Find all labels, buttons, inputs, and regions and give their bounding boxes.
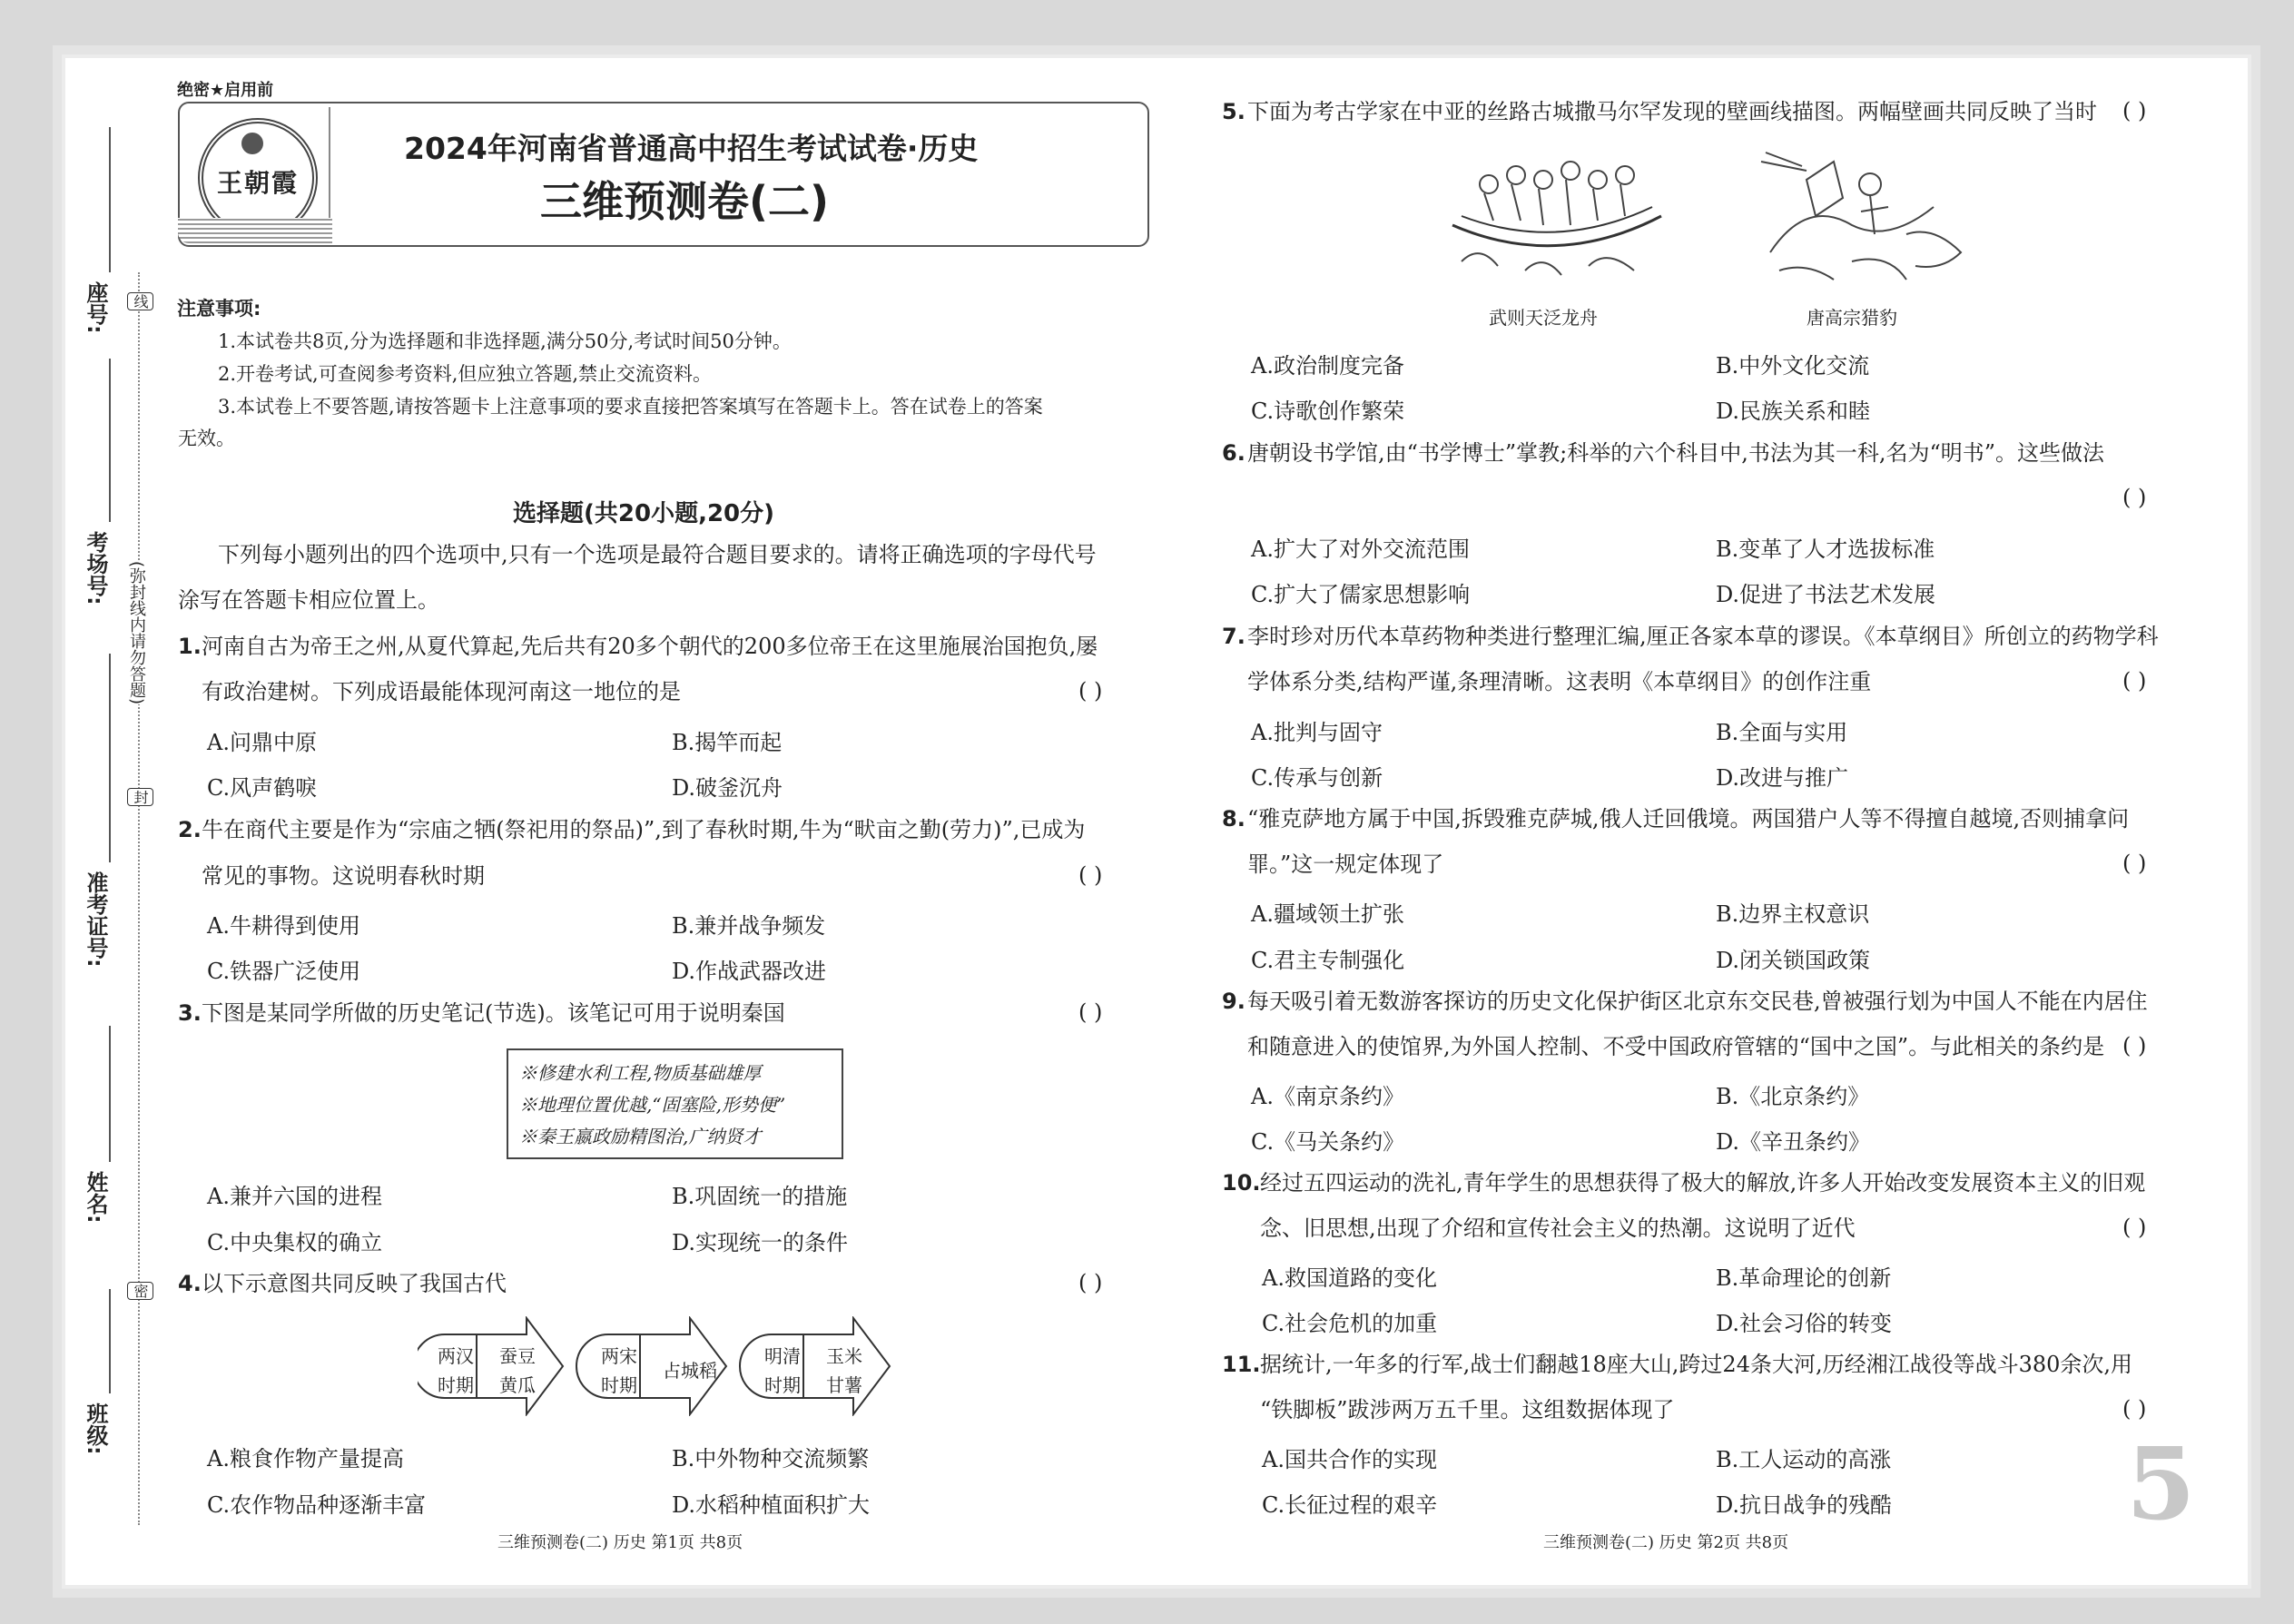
seal-warning: (弥封线内请勿答题) bbox=[124, 561, 148, 704]
q5-stem-1: 下面为考古学家在中亚的丝路古城撒马尔罕发现的壁画线描图。两幅壁画共同反映了当时 bbox=[1247, 99, 2097, 124]
q9-option-d[interactable]: D.《辛丑条约》 bbox=[1716, 1129, 1871, 1155]
q2-option-c[interactable]: C.铁器广泛使用 bbox=[207, 959, 361, 984]
name-underline bbox=[109, 1026, 111, 1162]
footer-left: 三维预测卷(二) 历史 第1页 共8页 bbox=[497, 1533, 743, 1552]
notice-item-3a: 3.本试卷上不要答题,请按答题卡上注意事项的要求直接把答案填写在答题卡上。答在试卷上的答案 bbox=[218, 396, 1043, 418]
q8-answer-paren[interactable]: ( ) bbox=[2122, 851, 2147, 876]
q2-option-b[interactable]: B.兼并战争频发 bbox=[672, 913, 826, 939]
q4-arrow3-era-2: 时期 bbox=[764, 1374, 801, 1396]
q3-option-b[interactable]: B.巩固统一的措施 bbox=[672, 1184, 848, 1209]
q8-stem-1: “雅克萨地方属于中国,拆毁雅克萨城,俄人迁回俄境。两国猎户人等不得擅自越境,否则捕拿问 bbox=[1247, 806, 2130, 832]
exam-title: 2024年河南省普通高中招生考试试卷·历史 bbox=[404, 131, 979, 166]
q4-option-a[interactable]: A.粮食作物产量提高 bbox=[207, 1446, 404, 1471]
q6-option-d[interactable]: D.促进了书法艺术发展 bbox=[1716, 582, 1936, 607]
q4-answer-paren[interactable]: ( ) bbox=[1078, 1270, 1103, 1295]
notice-item-1: 1.本试卷共8页,分为选择题和非选择题,满分50分,考试时间50分钟。 bbox=[218, 330, 792, 352]
q3-note-2: ※地理位置优越,“固塞险,形势便” bbox=[519, 1094, 786, 1116]
q3-note-1: ※修建水利工程,物质基础雄厚 bbox=[519, 1062, 762, 1084]
q10-option-b[interactable]: B.革命理论的创新 bbox=[1716, 1265, 1892, 1291]
q10-option-c[interactable]: C.社会危机的加重 bbox=[1262, 1311, 1438, 1336]
logo-text: 王朝霞 bbox=[216, 168, 299, 198]
q4-arrow1-era-1: 两汉 bbox=[438, 1345, 474, 1367]
q5-mural-dragon-boat bbox=[1443, 143, 1670, 289]
line-mark: 线 bbox=[127, 292, 153, 310]
q2-number: 2. bbox=[178, 817, 202, 842]
q3-option-a[interactable]: A.兼并六国的进程 bbox=[207, 1184, 382, 1209]
q2-option-a[interactable]: A.牛耕得到使用 bbox=[207, 913, 360, 939]
q7-stem-2: 学体系分类,结构严谨,条理清晰。这表明《本草纲目》的创作注重 bbox=[1247, 669, 1872, 694]
q11-answer-paren[interactable]: ( ) bbox=[2122, 1396, 2147, 1422]
q10-number: 10. bbox=[1222, 1170, 1261, 1196]
logo-emblem-icon bbox=[241, 133, 263, 154]
q5-option-a[interactable]: A.政治制度完备 bbox=[1251, 353, 1404, 379]
q4-arrow3-era-1: 明清 bbox=[764, 1345, 801, 1367]
q3-note-box bbox=[507, 1048, 843, 1159]
q7-option-d[interactable]: D.改进与推广 bbox=[1716, 765, 1849, 791]
q8-option-d[interactable]: D.闭关锁国政策 bbox=[1716, 948, 1871, 973]
corner-page-number: 5 bbox=[2126, 1425, 2196, 1542]
q1-number: 1. bbox=[178, 634, 202, 659]
q9-answer-paren[interactable]: ( ) bbox=[2122, 1033, 2147, 1058]
section-title: 选择题(共20小题,20分) bbox=[513, 500, 775, 527]
room-underline bbox=[109, 359, 111, 522]
q11-option-a[interactable]: A.国共合作的实现 bbox=[1262, 1447, 1437, 1472]
q4-arrow3-crop-2: 甘薯 bbox=[826, 1374, 862, 1396]
q3-stem-1: 下图是某同学所做的历史笔记(节选)。该笔记可用于说明秦国 bbox=[202, 1000, 785, 1026]
q4-arrow2-era-2: 时期 bbox=[601, 1374, 637, 1396]
q4-arrow2-crop: 占城稻 bbox=[663, 1360, 717, 1382]
q10-stem-1: 经过五四运动的洗礼,青年学生的思想获得了极大的解放,许多人开始改变发展资本主义的旧观 bbox=[1260, 1170, 2146, 1196]
ticket-underline bbox=[109, 654, 111, 862]
section-intro-1: 下列每小题列出的四个选项中,只有一个选项是最符合题目要求的。请将正确选项的字母代号 bbox=[218, 542, 1097, 567]
q7-answer-paren[interactable]: ( ) bbox=[2122, 668, 2147, 694]
q2-stem-1: 牛在商代主要是作为“宗庙之牺(祭祀用的祭品)”,到了春秋时期,牛为“畎亩之勤(劳力)”,已成为 bbox=[202, 817, 1086, 842]
q5-number: 5. bbox=[1222, 99, 1245, 124]
q10-stem-2: 念、旧思想,出现了介绍和宣传社会主义的热潮。这说明了近代 bbox=[1260, 1216, 1856, 1241]
q4-arrow1-crop-1: 蚕豆 bbox=[499, 1345, 536, 1367]
q2-option-d[interactable]: D.作战武器改进 bbox=[672, 959, 827, 984]
q8-option-a[interactable]: A.疆域领土扩张 bbox=[1251, 901, 1404, 927]
footer-right: 三维预测卷(二) 历史 第2页 共8页 bbox=[1543, 1533, 1789, 1552]
secret-mark: 密 bbox=[127, 1282, 153, 1300]
q5-option-b[interactable]: B.中外文化交流 bbox=[1716, 353, 1870, 379]
q2-answer-paren[interactable]: ( ) bbox=[1078, 862, 1103, 888]
q3-answer-paren[interactable]: ( ) bbox=[1078, 999, 1103, 1025]
q7-option-a[interactable]: A.批判与固守 bbox=[1251, 720, 1383, 745]
q5-caption-1: 武则天泛龙舟 bbox=[1489, 307, 1598, 329]
header-stripes bbox=[178, 218, 332, 243]
q7-stem-1: 李时珍对历代本草药物种类进行整理汇编,厘正各家本草的谬误。《本草纲目》所创立的药物学科 bbox=[1247, 624, 2159, 649]
q7-number: 7. bbox=[1222, 624, 1245, 649]
name-label: 姓名: bbox=[83, 1171, 108, 1224]
q4-stem-1: 以下示意图共同反映了我国古代 bbox=[202, 1271, 507, 1296]
seal-mark: 封 bbox=[127, 788, 153, 806]
q4-option-d[interactable]: D.水稻种植面积扩大 bbox=[672, 1492, 871, 1518]
q1-option-c[interactable]: C.风声鹤唳 bbox=[207, 775, 318, 801]
q5-option-d[interactable]: D.民族关系和睦 bbox=[1716, 399, 1871, 424]
notice-item-2: 2.开卷考试,可查阅参考资料,但应独立答题,禁止交流资料。 bbox=[218, 363, 713, 385]
q7-option-b[interactable]: B.全面与实用 bbox=[1716, 720, 1848, 745]
q5-caption-2: 唐高宗猎豹 bbox=[1807, 307, 1897, 329]
q9-stem-2: 和随意进入的使馆界,为外国人控制、不受中国政府管辖的“国中之国”。与此相关的条约是 bbox=[1247, 1034, 2105, 1059]
q1-option-d[interactable]: D.破釜沉舟 bbox=[672, 775, 783, 801]
seat-label: 座号: bbox=[83, 281, 108, 334]
q2-stem-2: 常见的事物。这说明春秋时期 bbox=[202, 863, 485, 889]
exam-subtitle: 三维预测卷(二) bbox=[540, 177, 830, 226]
secret-label: 绝密★启用前 bbox=[177, 81, 274, 100]
q4-option-b[interactable]: B.中外物种交流频繁 bbox=[672, 1446, 870, 1471]
q1-option-a[interactable]: A.问鼎中原 bbox=[207, 730, 317, 755]
q1-answer-paren[interactable]: ( ) bbox=[1078, 678, 1103, 704]
q9-option-c[interactable]: C.《马关条约》 bbox=[1251, 1129, 1405, 1155]
q1-option-b[interactable]: B.揭竿而起 bbox=[672, 730, 783, 755]
class-underline bbox=[109, 1289, 111, 1393]
q4-option-c[interactable]: C.农作物品种逐渐丰富 bbox=[207, 1492, 427, 1518]
q10-option-d[interactable]: D.社会习俗的转变 bbox=[1716, 1311, 1893, 1336]
q11-option-d[interactable]: D.抗日战争的残酷 bbox=[1716, 1492, 1893, 1518]
q1-stem-1: 河南自古为帝王之州,从夏代算起,先后共有20多个朝代的200多位帝王在这里施展治国抱负,屡 bbox=[202, 634, 1098, 659]
q9-option-b[interactable]: B.《北京条约》 bbox=[1716, 1084, 1870, 1109]
q8-option-b[interactable]: B.边界主权意识 bbox=[1716, 901, 1870, 927]
q7-option-c[interactable]: C.传承与创新 bbox=[1251, 765, 1383, 791]
notice-item-3b: 无效。 bbox=[178, 428, 235, 449]
q5-option-c[interactable]: C.诗歌创作繁荣 bbox=[1251, 399, 1405, 424]
q5-answer-paren[interactable]: ( ) bbox=[2122, 98, 2147, 123]
seat-underline bbox=[109, 127, 111, 272]
q6-stem-1: 唐朝设书学馆,由“书学博士”掌教;科举的六个科目中,书法为其一科,名为“明书”。这些做法 bbox=[1247, 440, 2105, 466]
q8-stem-2: 罪。”这一规定体现了 bbox=[1247, 851, 1444, 877]
q11-option-b[interactable]: B.工人运动的高涨 bbox=[1716, 1447, 1892, 1472]
ticket-label: 准考证号: bbox=[83, 871, 108, 968]
q3-option-d[interactable]: D.实现统一的条件 bbox=[672, 1230, 849, 1255]
q8-option-c[interactable]: C.君主专制强化 bbox=[1251, 948, 1405, 973]
q9-stem-1: 每天吸引着无数游客探访的历史文化保护街区北京东交民巷,曾被强行划为中国人不能在内居住 bbox=[1247, 989, 2148, 1014]
room-label: 考场号: bbox=[83, 531, 108, 605]
q4-arrow2-era-1: 两宋 bbox=[601, 1345, 637, 1367]
q4-number: 4. bbox=[178, 1271, 202, 1296]
q10-option-a[interactable]: A.救国道路的变化 bbox=[1262, 1265, 1437, 1291]
q3-number: 3. bbox=[178, 1000, 202, 1026]
seal-dotted-line bbox=[138, 272, 140, 1525]
q4-arrow1-crop-2: 黄瓜 bbox=[499, 1374, 536, 1396]
q10-answer-paren[interactable]: ( ) bbox=[2122, 1215, 2147, 1240]
q9-number: 9. bbox=[1222, 989, 1245, 1014]
q11-stem-1: 据统计,一年多的行军,战士们翻越18座大山,跨过24条大河,历经湘江战役等战斗380余次,用 bbox=[1260, 1352, 2133, 1377]
q4-arrow1-era-2: 时期 bbox=[438, 1374, 474, 1396]
q6-option-a[interactable]: A.扩大了对外交流范围 bbox=[1251, 536, 1470, 562]
q6-answer-paren[interactable]: ( ) bbox=[2122, 485, 2147, 510]
q11-number: 11. bbox=[1222, 1352, 1261, 1377]
binding-strip bbox=[54, 272, 172, 1543]
q6-option-c[interactable]: C.扩大了儒家思想影响 bbox=[1251, 582, 1471, 607]
notice-title: 注意事项: bbox=[177, 298, 261, 320]
q5-mural-leopard-hunt bbox=[1752, 143, 1979, 289]
class-label: 班级: bbox=[83, 1403, 108, 1455]
q3-note-3: ※秦王嬴政励精图治,广纳贤才 bbox=[519, 1126, 762, 1147]
q8-number: 8. bbox=[1222, 806, 1245, 832]
q3-option-c[interactable]: C.中央集权的确立 bbox=[207, 1230, 383, 1255]
section-intro-2: 涂写在答题卡相应位置上。 bbox=[178, 587, 439, 613]
q11-stem-2: “铁脚板”跋涉两万五千里。这组数据体现了 bbox=[1260, 1397, 1675, 1422]
q6-number: 6. bbox=[1222, 440, 1245, 466]
q6-option-b[interactable]: B.变革了人才选拔标准 bbox=[1716, 536, 1935, 562]
q9-option-a[interactable]: A.《南京条约》 bbox=[1251, 1084, 1404, 1109]
q4-arrow3-crop-1: 玉米 bbox=[826, 1345, 862, 1367]
q11-option-c[interactable]: C.长征过程的艰辛 bbox=[1262, 1492, 1438, 1518]
q1-stem-2: 有政治建树。下列成语最能体现河南这一地位的是 bbox=[202, 679, 681, 704]
q4-arrow-3 bbox=[740, 1318, 890, 1414]
